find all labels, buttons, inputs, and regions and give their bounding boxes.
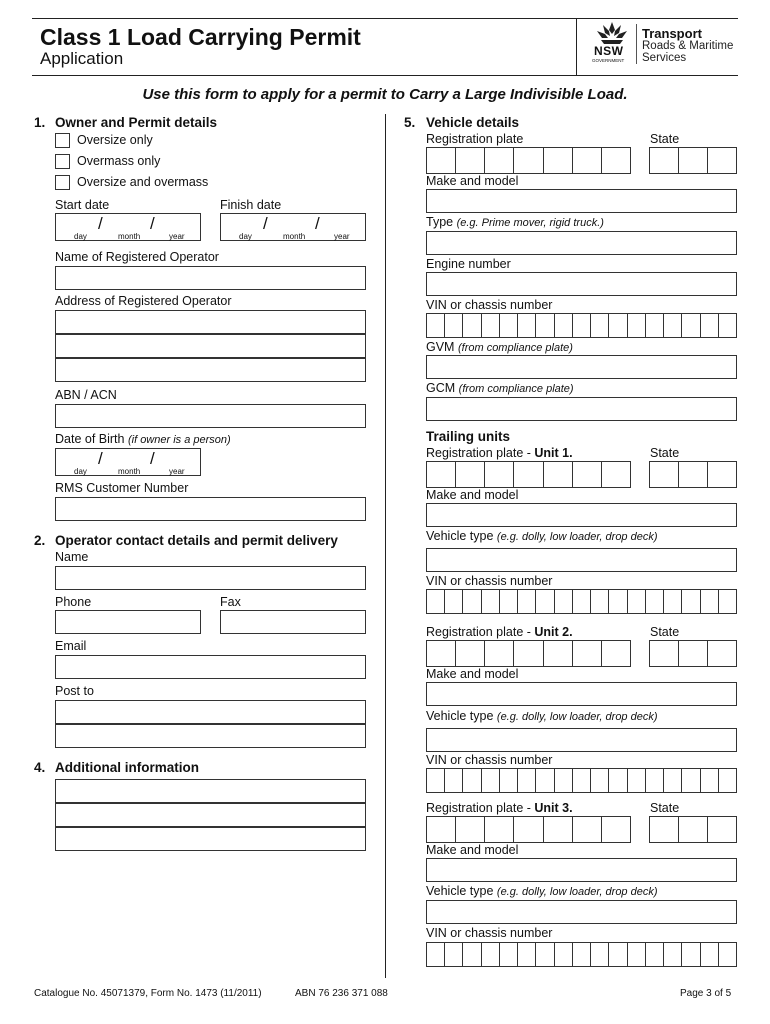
section2-number: 2.	[34, 533, 46, 548]
day-hint: day	[239, 232, 252, 241]
column-divider	[385, 114, 386, 978]
nsw-wordmark: NSW	[594, 44, 624, 58]
make-model-input[interactable]	[426, 189, 737, 213]
operator-name-input[interactable]	[55, 266, 366, 290]
start-date-label: Start date	[55, 198, 110, 212]
post-to-label: Post to	[55, 684, 94, 698]
contact-name-input[interactable]	[55, 566, 366, 590]
finish-date-field[interactable]	[220, 213, 366, 241]
trailing-units-title: Trailing units	[426, 429, 511, 444]
month-hint: month	[118, 467, 141, 476]
abn-label: ABN / ACN	[55, 388, 117, 402]
section5-title: Vehicle details	[426, 115, 520, 130]
engine-input[interactable]	[426, 272, 737, 296]
unit3-vin-cells[interactable]	[426, 942, 737, 967]
section1-title: Owner and Permit details	[55, 115, 218, 130]
rego-label: Registration plate	[426, 132, 524, 146]
unit1-rego-label	[426, 446, 573, 460]
gvm-label-text: GVM	[426, 340, 455, 354]
unit2-vin-cells[interactable]	[426, 768, 737, 793]
month-hint: month	[118, 232, 141, 241]
state-label: State	[650, 132, 680, 146]
month-hint: month	[283, 232, 306, 241]
unit1-vin-label: VIN or chassis number	[426, 574, 553, 588]
gcm-label-text: GCM	[426, 381, 456, 395]
section2-title: Operator contact details and permit delivery	[55, 533, 338, 548]
post-to-line1[interactable]	[55, 700, 366, 724]
gvm-input[interactable]	[426, 355, 737, 379]
unit3-rego-label	[426, 801, 573, 815]
rego-prefix: Registration plate -	[426, 801, 535, 815]
phone-input[interactable]	[55, 610, 201, 634]
type-input[interactable]	[426, 231, 737, 255]
catalogue-number: Catalogue No. 45071379, Form No. 1473 (11/2011)	[34, 988, 262, 999]
unit2-rego-cells[interactable]	[426, 640, 631, 667]
unit3-state-label: State	[650, 801, 680, 815]
operator-name-label: Name of Registered Operator	[55, 250, 219, 264]
year-hint: year	[169, 232, 185, 241]
day-hint: day	[74, 467, 87, 476]
overmass-only-label: Overmass only	[77, 154, 161, 168]
operator-address-line1[interactable]	[55, 310, 366, 334]
section4-number: 4.	[34, 760, 46, 775]
operator-address-line3[interactable]	[55, 358, 366, 382]
rms-customer-label: RMS Customer Number	[55, 481, 189, 495]
unit1-vehicle-type-input[interactable]	[426, 548, 737, 572]
unit3-vehicle-type-input[interactable]	[426, 900, 737, 924]
rms-label-line1: Roads & Maritime	[642, 40, 734, 52]
dob-note: (if owner is a person)	[127, 434, 231, 446]
section5-number: 5.	[404, 115, 416, 130]
page-title: Class 1 Load Carrying Permit	[40, 24, 361, 50]
section4-title: Additional information	[55, 760, 199, 775]
make-model-label: Make and model	[426, 174, 519, 188]
unit3-vin-label: VIN or chassis number	[426, 926, 553, 940]
vehicle-type-note: (e.g. dolly, low loader, drop deck)	[496, 711, 658, 723]
type-label-text: Type	[426, 215, 454, 229]
type-label	[426, 215, 604, 229]
additional-info-line3[interactable]	[55, 827, 366, 851]
unit2-state-label: State	[650, 625, 680, 639]
operator-address-label: Address of Registered Operator	[55, 294, 232, 308]
year-hint: year	[334, 232, 350, 241]
unit3-rego-cells[interactable]	[426, 816, 631, 843]
vehicle-type-note: (e.g. dolly, low loader, drop deck)	[496, 886, 658, 898]
unit3-vehicle-type-label	[426, 884, 658, 898]
gcm-note: (from compliance plate)	[458, 383, 574, 395]
unit2-vehicle-type-input[interactable]	[426, 728, 737, 752]
unit1-make-model-label: Make and model	[426, 488, 519, 502]
fax-label: Fax	[220, 595, 241, 609]
date-separator: /	[98, 449, 103, 468]
oversize-only-checkbox[interactable]	[55, 133, 70, 148]
page-number: Page 3 of 5	[680, 988, 732, 999]
operator-address-line2[interactable]	[55, 334, 366, 358]
intro-text: Use this form to apply for a permit to Carry a Large Indivisible Load.	[142, 86, 628, 103]
unit2-make-model-label: Make and model	[426, 667, 519, 681]
date-separator: /	[150, 214, 155, 233]
additional-info-line2[interactable]	[55, 803, 366, 827]
unit1-state-label: State	[650, 446, 680, 460]
rms-label-line2: Services	[642, 52, 687, 64]
oversize-and-overmass-label: Oversize and overmass	[77, 175, 209, 189]
state-cells[interactable]	[649, 147, 737, 174]
header-bottom-rule	[32, 75, 738, 76]
year-hint: year	[169, 467, 185, 476]
unit3-make-model-input[interactable]	[426, 858, 737, 882]
vin-label: VIN or chassis number	[426, 298, 553, 312]
contact-name-label: Name	[55, 550, 89, 564]
unit3-name: Unit 3.	[534, 801, 573, 815]
abn-input[interactable]	[55, 404, 366, 428]
government-wordmark: GOVERNMENT	[592, 58, 625, 63]
footer-abn: ABN 76 236 371 088	[295, 988, 388, 999]
post-to-line2[interactable]	[55, 724, 366, 748]
type-note: (e.g. Prime mover, rigid truck.)	[456, 217, 604, 229]
unit1-name: Unit 1.	[534, 446, 573, 460]
dob-label	[55, 432, 231, 446]
phone-label: Phone	[55, 595, 92, 609]
date-separator: /	[98, 214, 103, 233]
vin-cells[interactable]	[426, 313, 737, 338]
email-input[interactable]	[55, 655, 366, 679]
additional-info-line1[interactable]	[55, 779, 366, 803]
fax-input[interactable]	[220, 610, 366, 634]
vehicle-type-note: (e.g. dolly, low loader, drop deck)	[496, 531, 658, 543]
unit1-state-cells[interactable]	[649, 461, 737, 488]
overmass-only-checkbox[interactable]	[55, 154, 70, 169]
dob-field[interactable]	[55, 448, 201, 476]
logo-divider	[636, 24, 637, 64]
rego-plate-cells[interactable]	[426, 147, 631, 174]
date-separator: /	[150, 449, 155, 468]
rego-prefix: Registration plate -	[426, 625, 535, 639]
engine-label: Engine number	[426, 257, 511, 271]
unit2-state-cells[interactable]	[649, 640, 737, 667]
section1-number: 1.	[34, 115, 46, 130]
oversize-only-label: Oversize only	[77, 133, 153, 147]
gvm-note: (from compliance plate)	[457, 342, 573, 354]
dob-label-text: Date of Birth	[55, 432, 125, 446]
rego-prefix: Registration plate -	[426, 446, 535, 460]
unit3-make-model-label: Make and model	[426, 843, 519, 857]
date-separator: /	[263, 214, 268, 233]
vehicle-type-text: Vehicle type	[426, 709, 494, 723]
rms-customer-input[interactable]	[55, 497, 366, 521]
transport-label: Transport	[642, 26, 702, 41]
vehicle-type-text: Vehicle type	[426, 529, 494, 543]
gvm-label	[426, 340, 573, 354]
unit2-name: Unit 2.	[534, 625, 573, 639]
date-separator: /	[315, 214, 320, 233]
vehicle-type-text: Vehicle type	[426, 884, 494, 898]
gcm-input[interactable]	[426, 397, 737, 421]
unit2-make-model-input[interactable]	[426, 682, 737, 706]
unit1-make-model-input[interactable]	[426, 503, 737, 527]
gcm-label	[426, 381, 574, 395]
day-hint: day	[74, 232, 87, 241]
header-divider	[576, 18, 577, 76]
header-top-rule	[32, 18, 738, 19]
start-date-field[interactable]	[55, 213, 201, 241]
unit3-state-cells[interactable]	[649, 816, 737, 843]
unit1-rego-cells[interactable]	[426, 461, 631, 488]
unit2-vin-label: VIN or chassis number	[426, 753, 553, 767]
oversize-and-overmass-checkbox[interactable]	[55, 175, 70, 190]
page-subtitle: Application	[40, 49, 124, 68]
unit2-vehicle-type-label	[426, 709, 658, 723]
unit1-vehicle-type-label	[426, 529, 658, 543]
email-label: Email	[55, 639, 87, 653]
unit1-vin-cells[interactable]	[426, 589, 737, 614]
finish-date-label: Finish date	[220, 198, 282, 212]
unit2-rego-label	[426, 625, 573, 639]
